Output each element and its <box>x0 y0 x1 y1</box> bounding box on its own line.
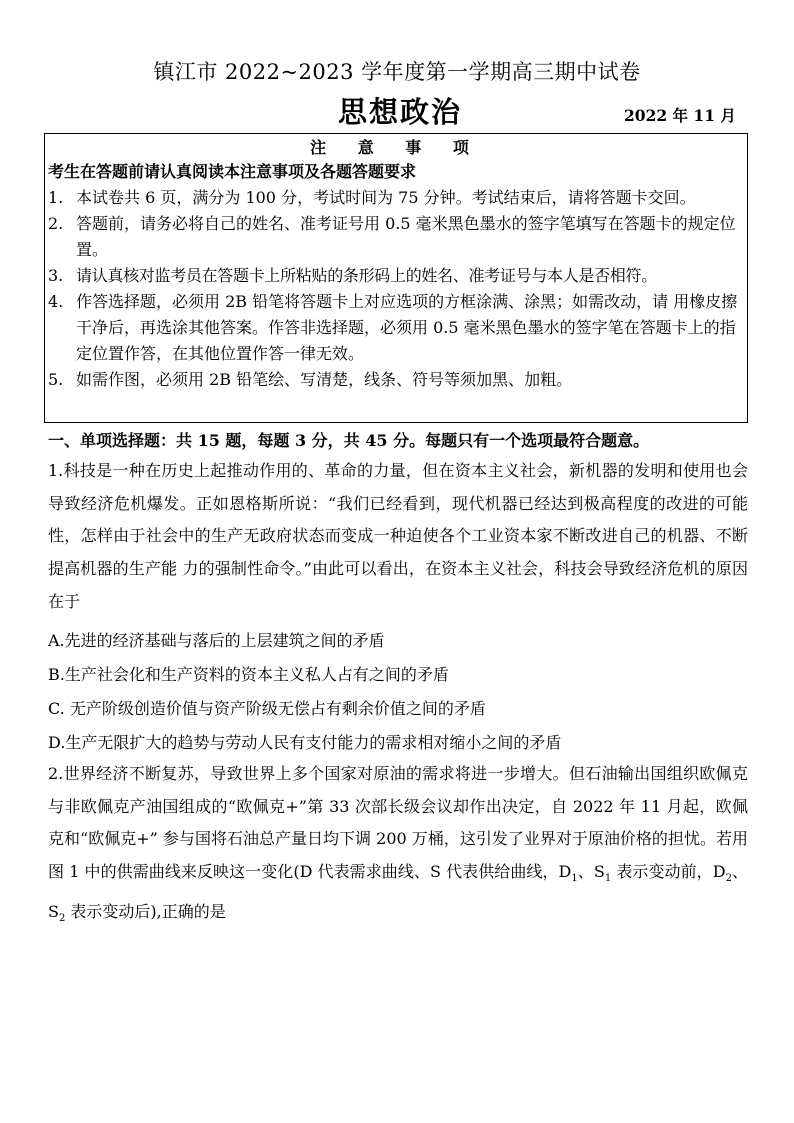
notice-item-3 <box>45 263 747 289</box>
notice-list <box>45 185 747 393</box>
question-1-stem: 1.科技是一种在历史上起推动作用的、革命的力量，但在资本主义社会，新机器的发明和使用也会导致经济危机爆发。正如恩格斯所说：“我们已经看到，现代机器已经达到极高程度的改进的可能性，怎样由于社会中的生产无政府状态而变成一种迫使各个工业资本家不断改进自己的机器、不断提高机器的生产能 力的强制性命令。”由此可以看出，在资本主义社会，科技会导致经济危机的原因在于 <box>48 461 748 611</box>
notice-item-5 <box>45 367 747 393</box>
question-1-option-d: D.生产无限扩大的趋势与劳动人民有支付能力的需求相对缩小之间的矛盾 <box>48 733 562 752</box>
notice-item-number: 3. <box>48 266 64 285</box>
notice-item-text: 答题前，请务必将自己的姓名、准考证号用 0.5 毫米黑色墨水的签字笔填写在答题卡的规定位置。 <box>76 214 736 259</box>
subject-title: 思想政治 <box>338 95 463 129</box>
subscript-s2: 2 <box>58 913 66 925</box>
notice-item-text: 作答选择题，必须用 2B 铅笔将答题卡上对应选项的方框涂满、涂黑；如需改动，请 用橡皮擦干净后，再选涂其他答案。作答非选择题，必须用 0.5 毫米黑色墨水的签字笔在答题卡上的指定位置作答，在其他位置作答一律无效。 <box>76 292 738 363</box>
notice-item-text: 如需作图，必须用 2B 铅笔绘、写清楚，线条、符号等须加黑、加粗。 <box>76 370 573 389</box>
notice-item-number: 1. <box>48 188 64 207</box>
notice-item-1 <box>45 185 747 211</box>
question-1-option-a: A.先进的经济基础与落后的上层建筑之间的矛盾 <box>48 631 385 650</box>
q2-text-4: 、S <box>48 862 748 921</box>
notice-title: 注 意 事 项 <box>310 138 482 157</box>
notice-intro: 考生在答题前请认真阅读本注意事项及各题答题要求 <box>48 162 417 181</box>
notice-item-text: 本试卷共 6 页，满分为 100 分，考试时间为 75 分钟。考试结束后，请将答题卡交回。 <box>76 188 696 207</box>
question-1-option-b: B.生产社会化和生产资料的资本主义私人占有之间的矛盾 <box>48 665 449 684</box>
section-heading: 一、单项选择题：共 15 题，每题 3 分，共 45 分。每题只有一个选项最符合题意。 <box>48 431 650 450</box>
subscript-s1: 1 <box>604 873 612 885</box>
notice-item-number: 2. <box>48 214 64 233</box>
q2-text-5: 表示变动后),正确的是 <box>65 902 226 921</box>
subscript-d1: 1 <box>571 873 578 885</box>
notice-item-text: 请认真核对监考员在答题卡上所粘贴的条形码上的姓名、准考证号与本人是否相符。 <box>76 266 657 285</box>
question-1-option-c: C. 无产阶级创造价值与资产阶级无偿占有剩余价值之间的矛盾 <box>48 699 486 718</box>
subscript-d2: 2 <box>725 873 732 885</box>
q2-text-2: 、S <box>577 862 605 882</box>
question-2-stem <box>48 758 748 936</box>
exam-date: 2022 年 11 月 <box>624 106 736 125</box>
notice-item-4 <box>45 289 747 367</box>
notice-item-number: 5. <box>48 370 64 389</box>
q2-text-3: 表示变动前，D <box>611 862 726 882</box>
q2-text-1: 2.世界经济不断复苏，导致世界上多个国家对原油的需求将进一步增大。但石油输出国组织欧佩克与非欧佩克产油国组成的“欧佩克+”第 33 次部长级会议却作出决定，自 2022 年 11 月起，欧佩克和“欧佩克+” 参与国将石油总产量日均下调 200 万桶，这引发了业界对于原油价格的担忧。若用图 1 中的供需曲线来反映这一变化(D 代表需求曲线、S 代表供给曲线，D <box>48 764 748 882</box>
exam-title: 镇江市 2022~2023 学年度第一学期高三期中试卷 <box>153 60 641 84</box>
notice-item-number: 4. <box>48 292 64 311</box>
notice-item-2 <box>45 211 747 263</box>
notice-box <box>44 133 748 423</box>
